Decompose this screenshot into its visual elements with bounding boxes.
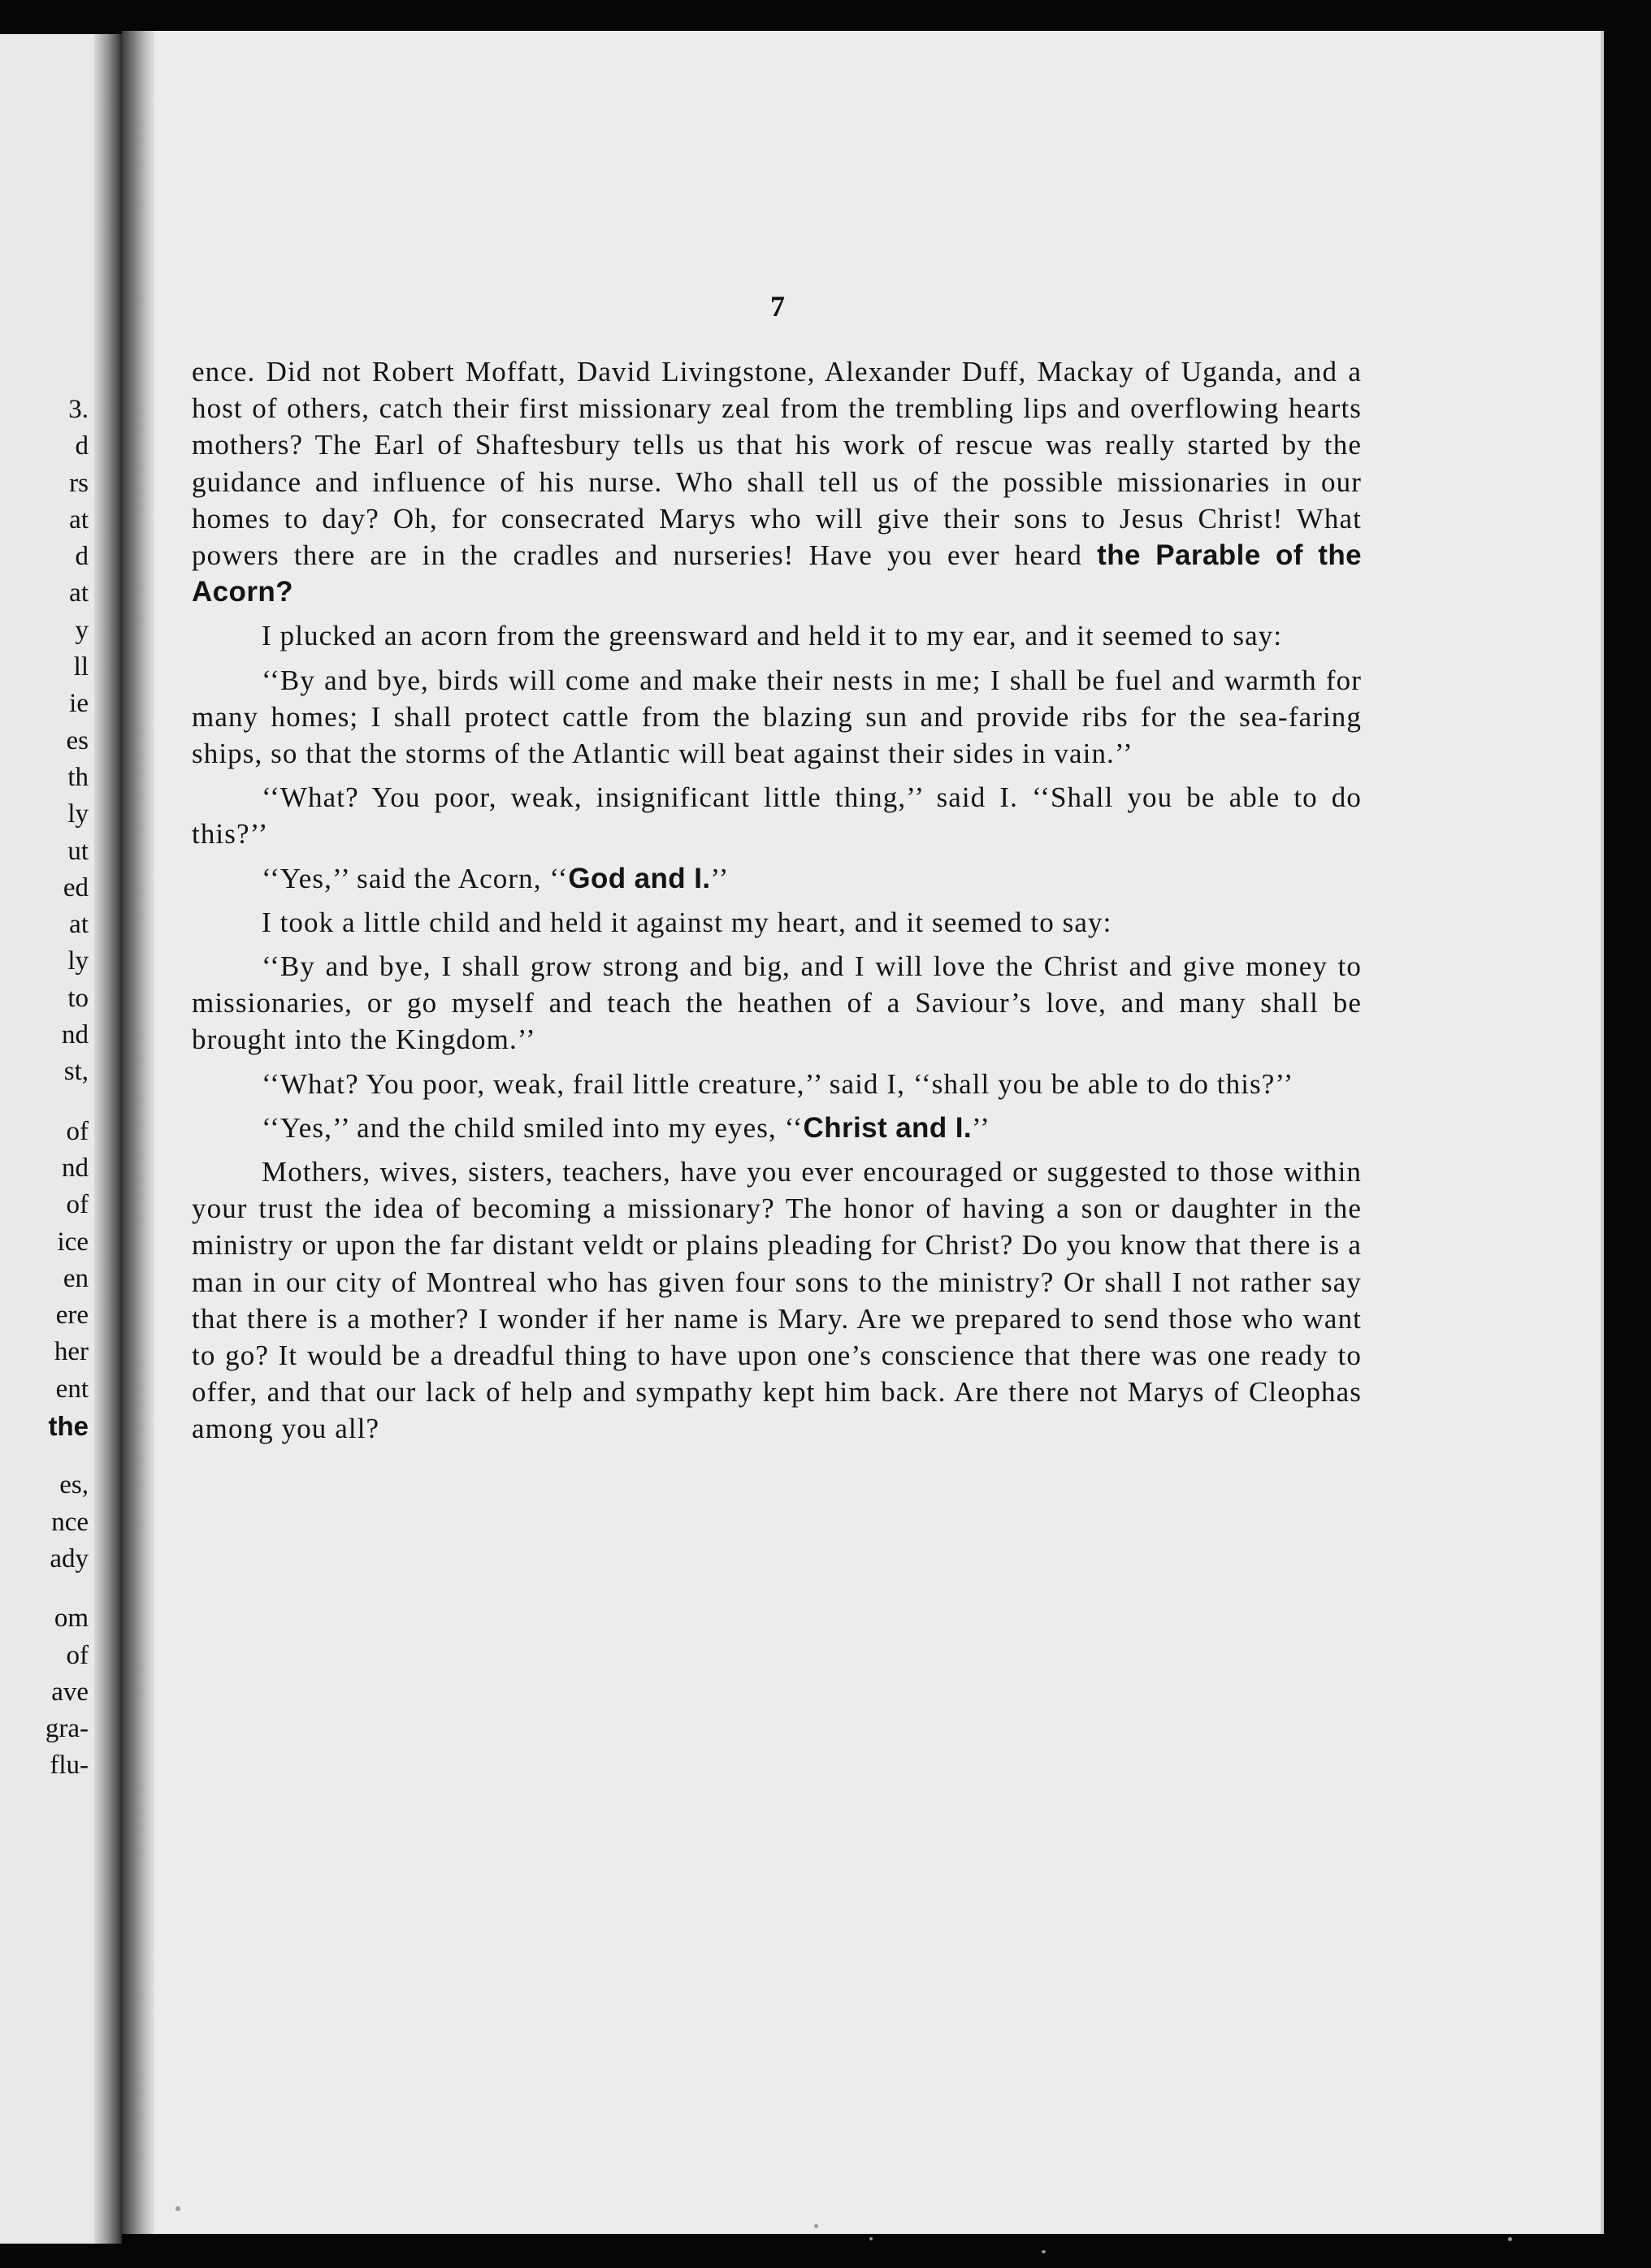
text-run: Mothers, wives, sisters, teachers, have you ever encouraged or suggested to those within your trust the idea of becoming a missionary? The honor of having a son or daughter in the ministry or upon the far distant veldt or plains pleading for Christ? Do you know that there is a man in our city of Montreal who has given four sons to the ministry? Or shall I not rather say that there is a mother? I wonder if her name is Mary. Are we prepared to send those who want to go? It would be a dreadful thing to have upon one’s conscience that there was one ready to offer, and that our lack of help and sympathy kept him back. Are there not Marys of Cleophas among you all? [192,1156,1362,1445]
left-page-fragment: d [75,431,89,461]
dust-speck [176,2206,180,2211]
left-page-fragment: ie [69,689,89,719]
left-page-fragment: her [54,1337,89,1367]
left-page-gutter-shadow [94,34,122,2244]
left-page-fragment: of [66,1640,89,1670]
text-run: ‘‘Yes,’’ and the child smiled into my eyes, ‘‘ [262,1111,804,1144]
dust-speck [1042,2250,1046,2253]
left-fragment-gap [3,1444,89,1467]
text-run: ‘‘By and bye, I shall grow strong and big, and I will love the Christ and give money to missionaries, or go myself and teach the heathen of a Saviour’s love, and many shall be brought into the Kingdom.’’ [192,950,1362,1056]
paragraph-p4 [192,779,1362,852]
left-page-fragment: of [66,1116,89,1146]
left-page-fragment: ave [51,1677,89,1707]
left-page-fragment: es [66,725,89,755]
left-page-fragment: ent [55,1374,89,1404]
text-run: ence. Did not Robert Moffatt, David Livingstone, Alexander Duff, Mackay of Uganda, and a host of others, catch their first missionary zeal from the trembling lips and overflowing hearts mothers? The Earl of Shaftesbury tells us that his work of rescue was really started by the guidance and influence of his nurse. Who shall tell us of the possible missionaries in our homes to day? Oh, for consecrated Marys who will give their sons to Jesus Christ! What powers there are in the cradles and nurseries! Have you ever heard [192,356,1362,572]
paragraph-p1 [192,353,1362,610]
paragraph-p5 [192,860,1362,897]
left-page-fragment: the [48,1411,89,1442]
paragraph-p10 [192,1153,1362,1448]
dust-speck [869,2237,873,2240]
left-page-fragment: rs [69,468,89,498]
left-page-fragment: at [69,578,89,608]
bold-phrase: the Parable of the Acorn? [192,539,1362,608]
bold-phrase: Christ and I. [803,1111,972,1144]
left-page-fragment: ut [67,836,89,866]
left-page-fragment: ice [57,1227,89,1257]
left-page-fragment: at [69,910,89,940]
bold-phrase: God and I. [568,862,711,894]
left-page-fragment: of [66,1190,89,1220]
left-page-fragment: st, [63,1057,89,1087]
paragraph-p8 [192,1066,1362,1102]
left-page-fragment: om [54,1604,89,1634]
page [122,31,1604,2234]
left-page-fragment: 3. [68,395,89,424]
left-page-fragment: th [67,762,89,792]
left-page-fragment: d [75,542,89,572]
left-page-text-fragments [3,392,89,1785]
left-fragment-gap [3,1578,89,1600]
left-page-fragment: ed [63,872,89,902]
left-page-fragment: flu- [50,1751,89,1781]
text-run: ‘‘By and bye, birds will come and make their nests in me; I shall be fuel and warmth for many homes; I shall protect cattle from the blazing sun and provide ribs for the sea-faring ships, so that the storms of the Atlantic will beat against their sides in vain.’’ [192,664,1362,770]
dust-speck [1508,2237,1512,2241]
left-page-fragment: y [75,615,89,645]
text-run: ’’ [710,862,730,894]
page-number: 7 [770,290,785,322]
text-run: I plucked an acorn from the greensward and held it to my ear, and it seemed to say: [262,620,1283,652]
left-facing-page [0,34,122,2244]
text-run: ‘‘What? You poor, weak, frail little creature,’’ said I, ‘‘shall you be able to do this?’’ [262,1067,1294,1100]
text-run: ’’ [972,1111,990,1144]
paragraph-p9 [192,1110,1362,1146]
left-page-fragment: at [69,504,89,535]
text-run: ‘‘What? You poor, weak, insignificant little thing,’’ said I. ‘‘Shall you be able to do this?’’ [192,781,1362,850]
body-text [192,353,1362,1448]
left-page-fragment: en [63,1263,89,1293]
left-page-fragment: nd [62,1020,89,1050]
left-page-fragment: ly [67,946,89,976]
binding-shadow [122,31,154,2234]
left-page-fragment: to [67,983,89,1013]
left-page-fragment: es, [59,1470,89,1500]
paragraph-p6 [192,904,1362,941]
left-page-fragment: ly [67,799,89,829]
left-fragment-gap [3,1091,89,1114]
left-page-fragment: ll [73,652,89,682]
left-page-fragment: ady [50,1543,89,1573]
dust-speck [814,2224,818,2228]
left-page-fragment: nce [51,1507,89,1537]
left-page-fragment: gra- [45,1714,89,1744]
left-page-fragment: ere [55,1301,89,1331]
paragraph-p7 [192,948,1362,1058]
paragraph-p3 [192,662,1362,773]
text-run: ‘‘Yes,’’ said the Acorn, ‘‘ [262,862,569,894]
paragraph-p2 [192,617,1362,654]
left-page-fragment: nd [62,1153,89,1183]
text-run: I took a little child and held it against my heart, and it seemed to say: [262,906,1112,938]
